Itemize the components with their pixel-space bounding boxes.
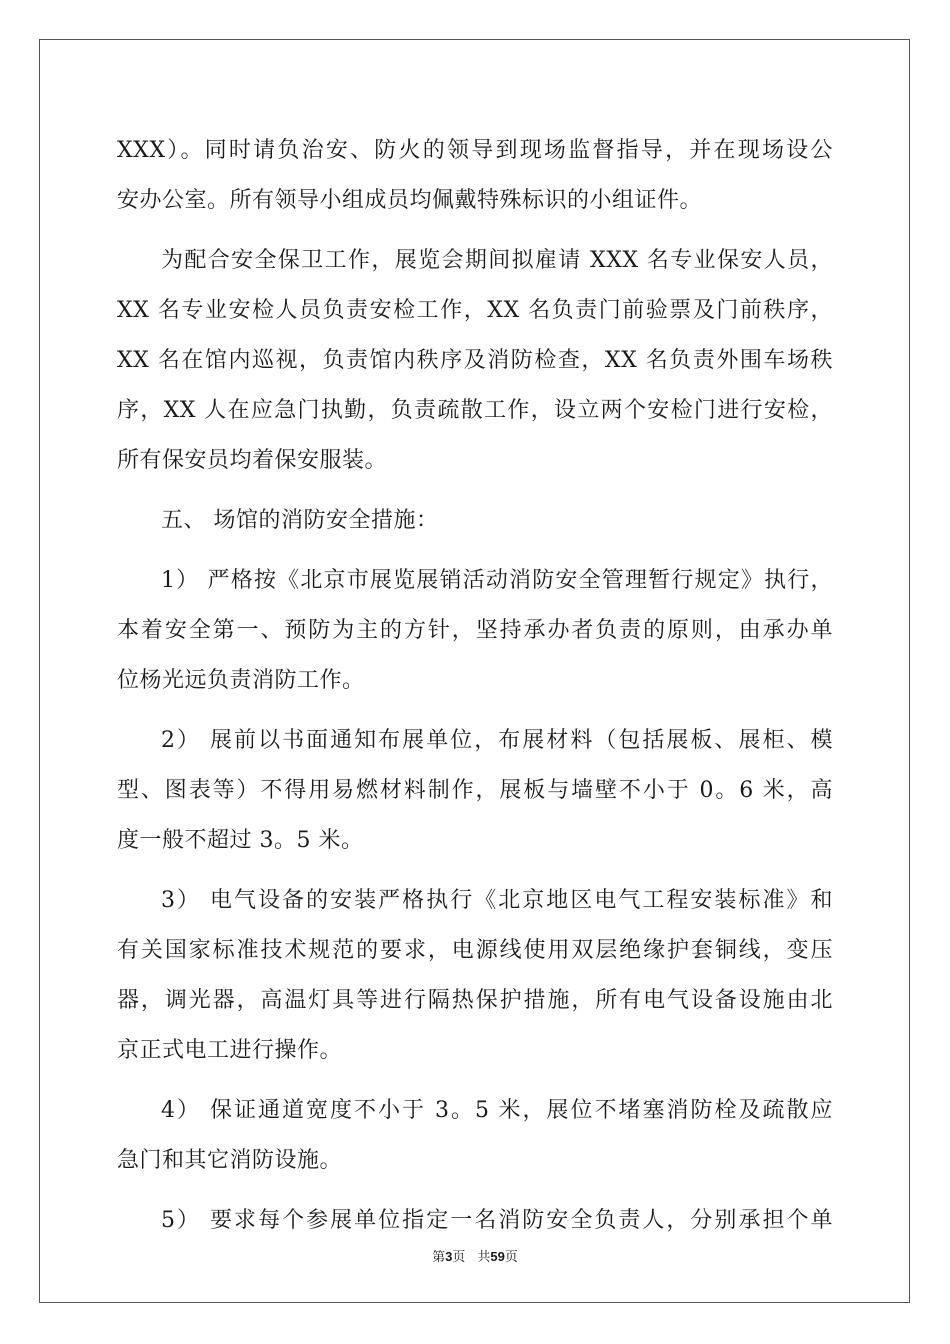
text-line: 型、图表等）不得用易燃材料制作，展板与墙壁不小于 0。6 米，高	[117, 778, 833, 803]
text-line: 为配合安全保卫工作，展览会期间拟雇请 XXX 名专业保安人员，	[161, 248, 833, 273]
text-line: 2） 展前以书面通知布展单位，布展材料（包括展板、展柜、模	[161, 728, 833, 753]
text-line: 度一般不超过 3。5 米。	[117, 828, 364, 853]
page-footer	[0, 1246, 950, 1265]
section-heading: 五、 场馆的消防安全措施：	[161, 508, 439, 533]
page-label-suffix: 页	[452, 1249, 466, 1264]
text-line: 4） 保证通道宽度不小于 3。5 米，展位不堵塞消防栓及疏散应	[161, 1098, 833, 1123]
text-line: 5） 要求每个参展单位指定一名消防安全负责人，分别承担个单	[161, 1208, 833, 1233]
text-line: 位杨光远负责消防工作。	[117, 668, 365, 693]
text-line: 器，调光器，高温灯具等进行隔热保护措施，所有电气设备设施由北	[117, 988, 833, 1013]
text-line: 所有保安员均着保安服装。	[117, 448, 388, 473]
text-line: 3） 电气设备的安装严格执行《北京地区电气工程安装标准》和	[161, 888, 833, 913]
text-line: XX 名在馆内巡视，负责馆内秩序及消防检查，XX 名负责外围车场秩	[117, 348, 833, 373]
total-label-suffix: 页	[504, 1249, 518, 1264]
text-line: 本着安全第一、预防为主的方针，坚持承办者负责的原则，由承办单	[117, 618, 833, 643]
text-line: 急门和其它消防设施。	[117, 1148, 343, 1173]
document-body	[117, 126, 833, 1246]
text-line: XXX）。同时请负治安、防火的领导到现场监督指导，并在现场设公	[117, 138, 833, 163]
text-line: XX 名专业安检人员负责安检工作，XX 名负责门前验票及门前秩序，	[117, 298, 833, 323]
text-line: 京正式电工进行操作。	[117, 1038, 343, 1063]
text-line: 安办公室。所有领导小组成员均佩戴特殊标识的小组证件。	[117, 188, 703, 213]
text-line: 有关国家标准技术规范的要求，电源线使用双层绝缘护套铜线，变压	[117, 938, 833, 963]
total-pages: 59	[490, 1249, 505, 1264]
page-label-prefix: 第	[432, 1249, 446, 1264]
text-line: 序，XX 人在应急门执勤，负责疏散工作，设立两个安检门进行安检，	[117, 398, 833, 423]
text-line: 1） 严格按《北京市展览展销活动消防安全管理暂行规定》执行，	[161, 568, 833, 593]
page-number: 3	[445, 1249, 453, 1264]
total-label-prefix: 共	[477, 1249, 491, 1264]
